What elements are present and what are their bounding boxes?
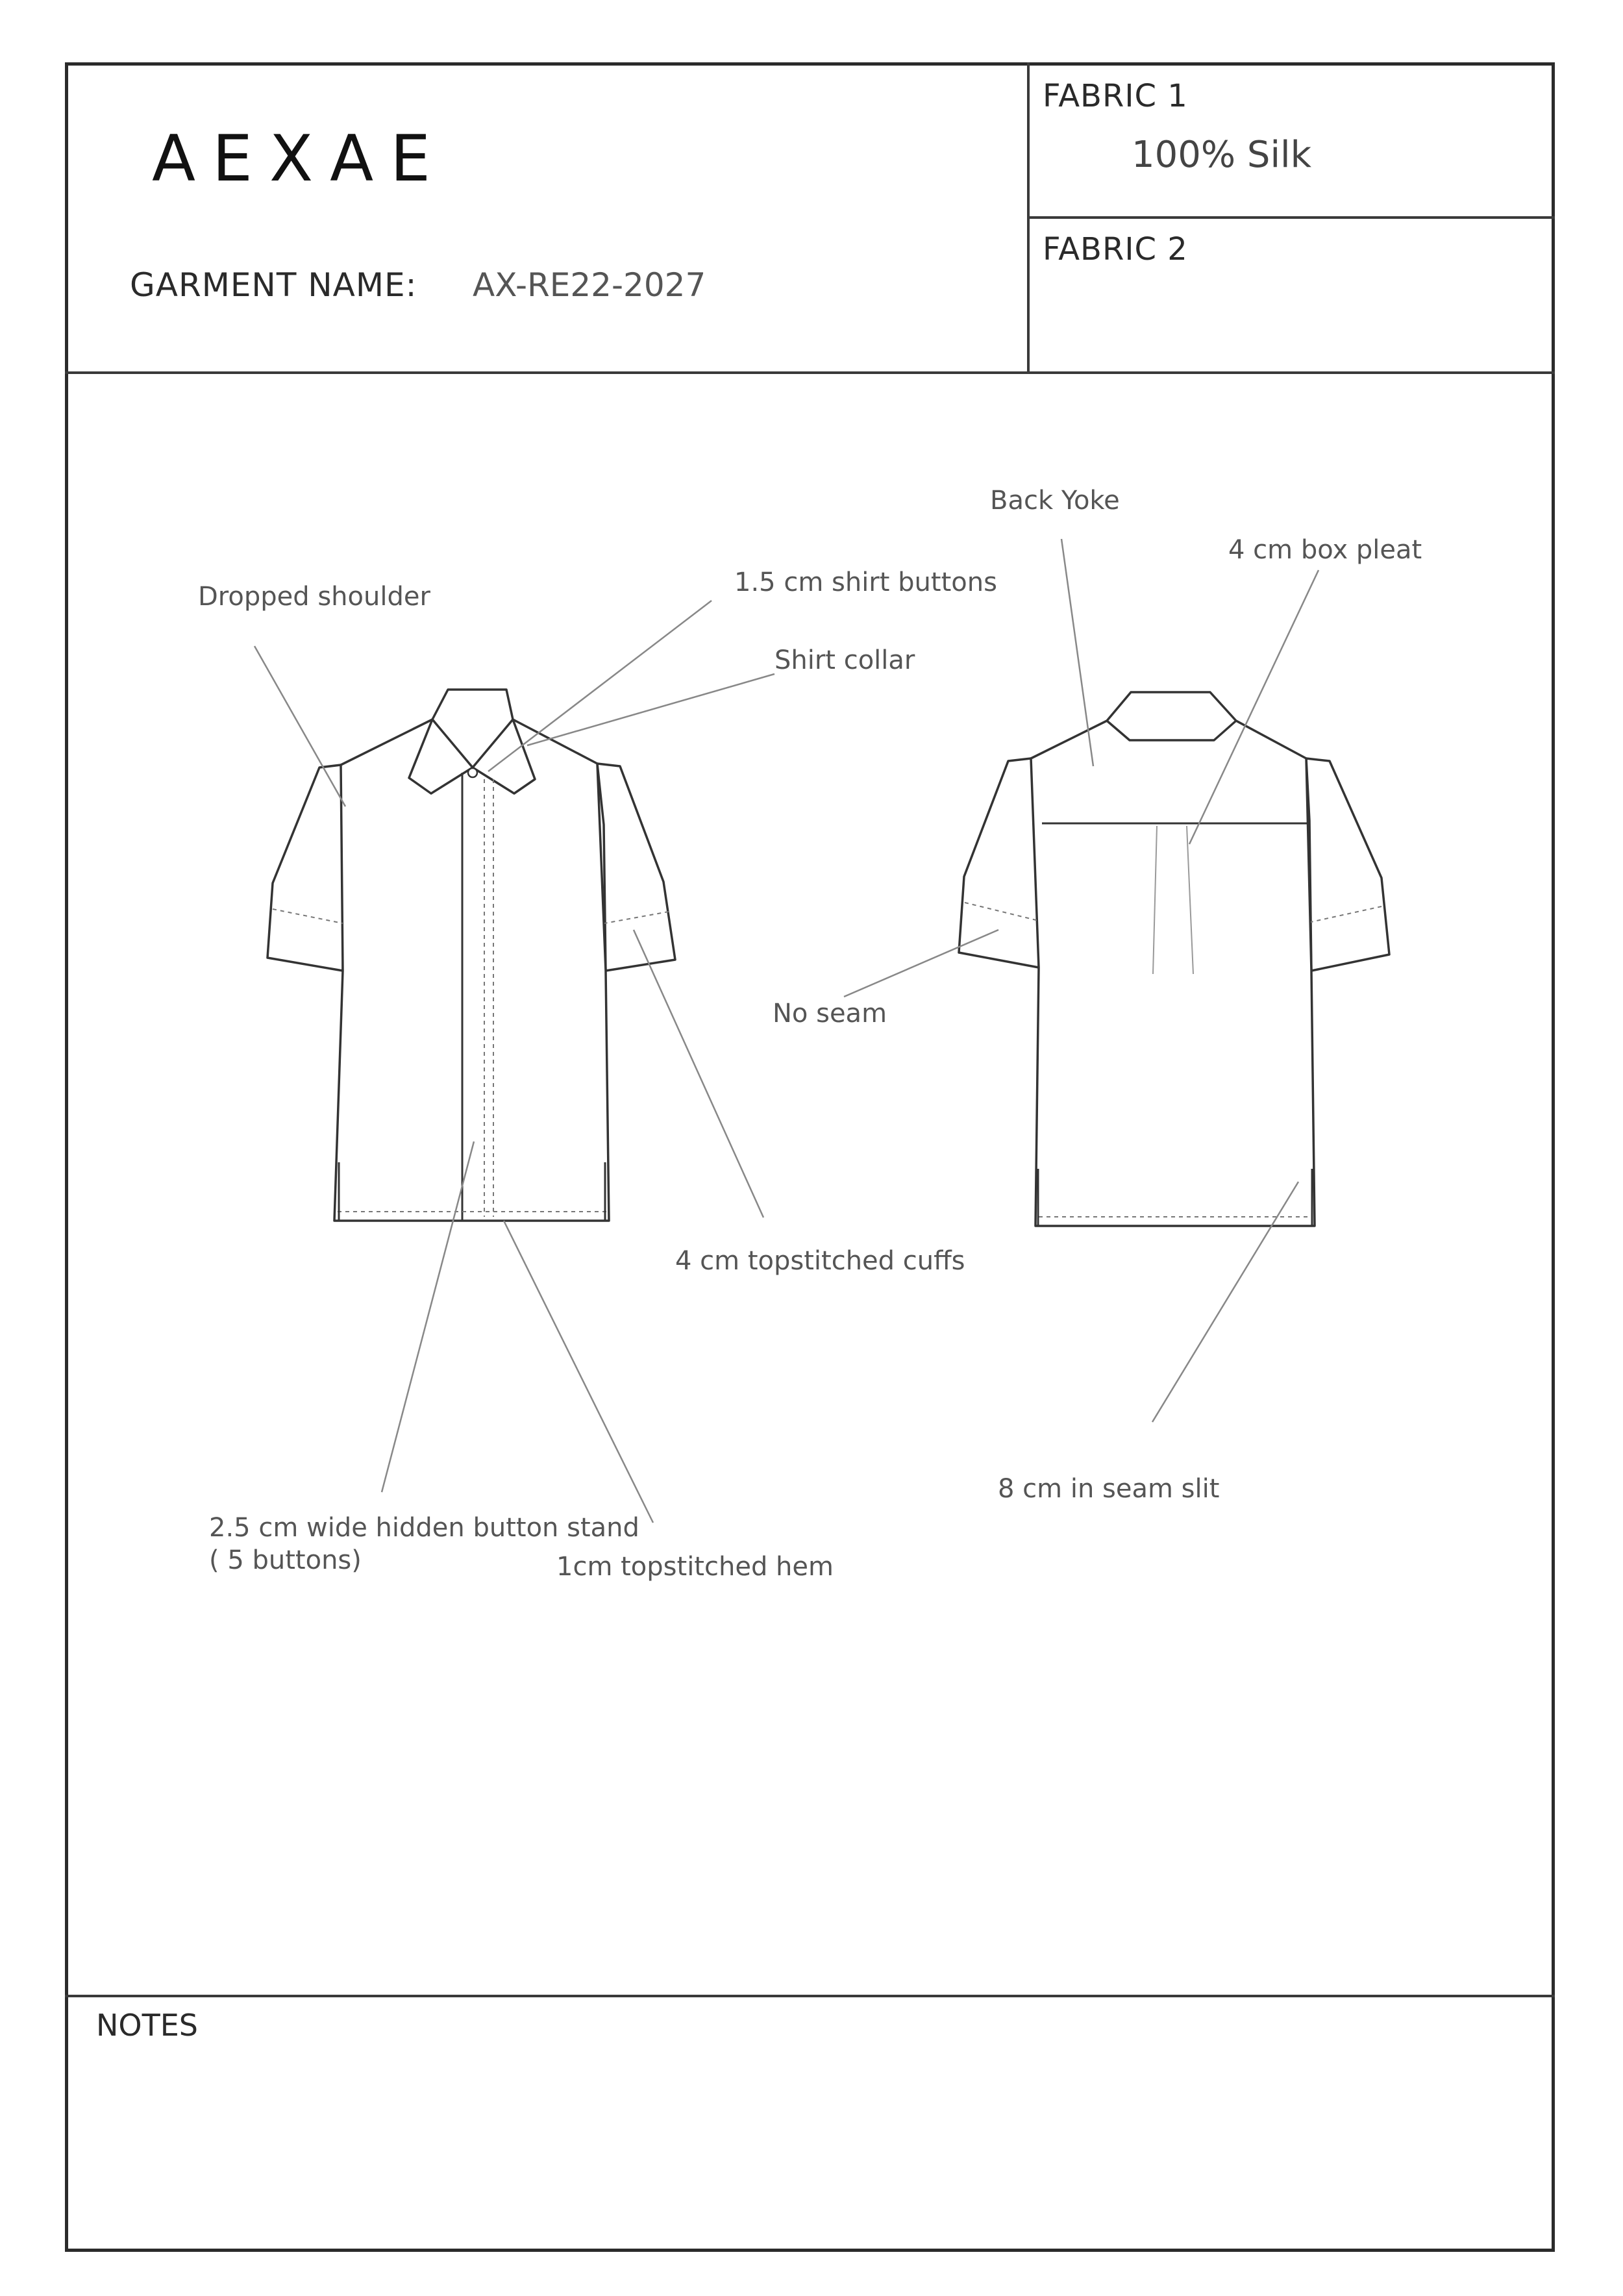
fabric1-value: 100% Silk	[1132, 134, 1311, 176]
notes-label: NOTES	[96, 2008, 198, 2043]
fabric1-label: FABRIC 1	[1043, 78, 1188, 114]
garment-name-value: AX-RE22-2027	[473, 266, 706, 304]
callout-back-yoke: Back Yoke	[990, 486, 1120, 516]
back-shirt-sketch	[959, 692, 1389, 1226]
callout-dropped-shoulder: Dropped shoulder	[198, 582, 430, 612]
front-shirt-sketch	[267, 690, 675, 1221]
callout-button-stand-line1: 2.5 cm wide hidden button stand	[209, 1513, 639, 1543]
callout-box-pleat: 4 cm box pleat	[1228, 535, 1422, 565]
callout-seam-slit: 8 cm in seam slit	[998, 1474, 1220, 1504]
callout-button-stand-line2: ( 5 buttons)	[209, 1545, 362, 1575]
garment-name-label: GARMENT NAME:	[130, 266, 417, 304]
callout-shirt-collar: Shirt collar	[774, 645, 915, 675]
brand-logo: AEXAE	[152, 122, 448, 196]
callout-topstitched-cuffs: 4 cm topstitched cuffs	[675, 1246, 965, 1276]
callout-shirt-buttons: 1.5 cm shirt buttons	[734, 568, 997, 597]
callout-no-seam: No seam	[773, 999, 887, 1029]
fabric2-label: FABRIC 2	[1043, 231, 1188, 268]
callout-topstitched-hem: 1cm topstitched hem	[556, 1552, 834, 1582]
